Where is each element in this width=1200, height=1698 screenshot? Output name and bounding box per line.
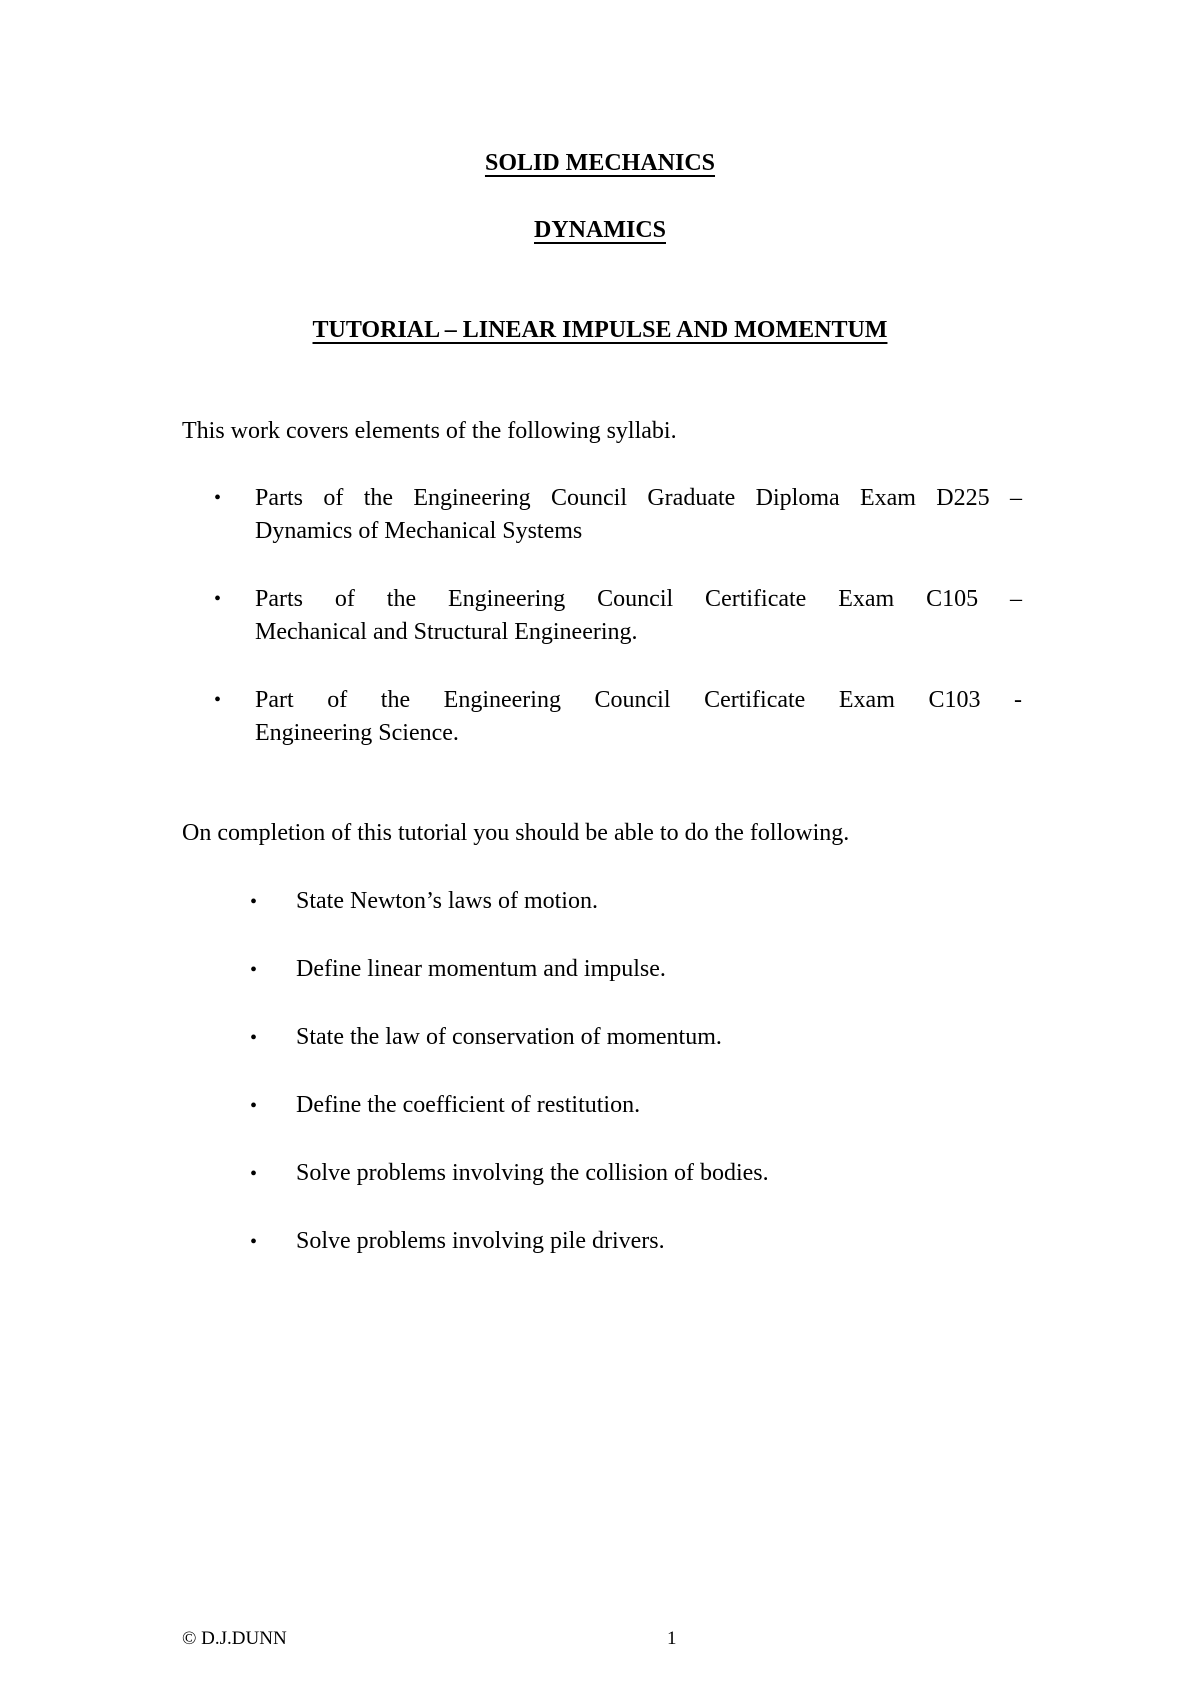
syllabus-line: Engineering Science. bbox=[255, 720, 459, 746]
bullet-icon: • bbox=[250, 1231, 258, 1253]
bullet-icon: • bbox=[250, 891, 258, 913]
syllabus-text bbox=[255, 684, 1022, 750]
outcome-text: Define the coefficient of restitution. bbox=[296, 1092, 641, 1118]
syllabus-text bbox=[255, 583, 1022, 649]
bullet-icon: • bbox=[214, 689, 222, 711]
syllabus-line: Mechanical and Structural Engineering. bbox=[255, 619, 638, 645]
outcome-item bbox=[250, 886, 598, 917]
footer-copyright: © D.J.DUNN bbox=[182, 1628, 287, 1649]
syllabus-line: Dynamics of Mechanical Systems bbox=[255, 518, 583, 544]
outcome-text: State the law of conservation of momentum. bbox=[296, 1024, 722, 1050]
bullet-icon: • bbox=[250, 1095, 258, 1117]
syllabus-line: Part of the Engineering Council Certificate Exam C103 - bbox=[255, 687, 1022, 713]
syllabus-text bbox=[255, 482, 1022, 548]
footer-page-number: 1 bbox=[667, 1628, 677, 1649]
outcome-item bbox=[250, 1090, 640, 1121]
outcome-item bbox=[250, 1022, 722, 1053]
outcomes-intro: On completion of this tutorial you should be able to do the following. bbox=[182, 820, 850, 846]
outcome-text: Solve problems involving pile drivers. bbox=[296, 1228, 665, 1254]
bullet-icon: • bbox=[214, 588, 222, 610]
syllabus-line: Parts of the Engineering Council Certificate Exam C105 – bbox=[255, 586, 1022, 612]
title-solid-mechanics: SOLID MECHANICS bbox=[484, 150, 716, 176]
outcome-text: Define linear momentum and impulse. bbox=[296, 956, 666, 982]
outcome-text: Solve problems involving the collision of bodies. bbox=[296, 1160, 769, 1186]
bullet-icon: • bbox=[250, 1027, 258, 1049]
outcome-item bbox=[250, 1226, 665, 1257]
bullet-icon: • bbox=[250, 1163, 258, 1185]
bullet-icon: • bbox=[214, 487, 222, 509]
outcome-text: State Newton’s laws of motion. bbox=[296, 888, 598, 914]
bullet-icon: • bbox=[250, 959, 258, 981]
syllabus-line: Parts of the Engineering Council Graduate Diploma Exam D225 – bbox=[255, 485, 1022, 511]
title-tutorial: TUTORIAL – LINEAR IMPULSE AND MOMENTUM bbox=[312, 317, 888, 343]
title-dynamics: DYNAMICS bbox=[534, 217, 666, 243]
outcome-item bbox=[250, 1158, 769, 1189]
intro-paragraph: This work covers elements of the following syllabi. bbox=[182, 418, 677, 444]
outcome-item bbox=[250, 954, 666, 985]
